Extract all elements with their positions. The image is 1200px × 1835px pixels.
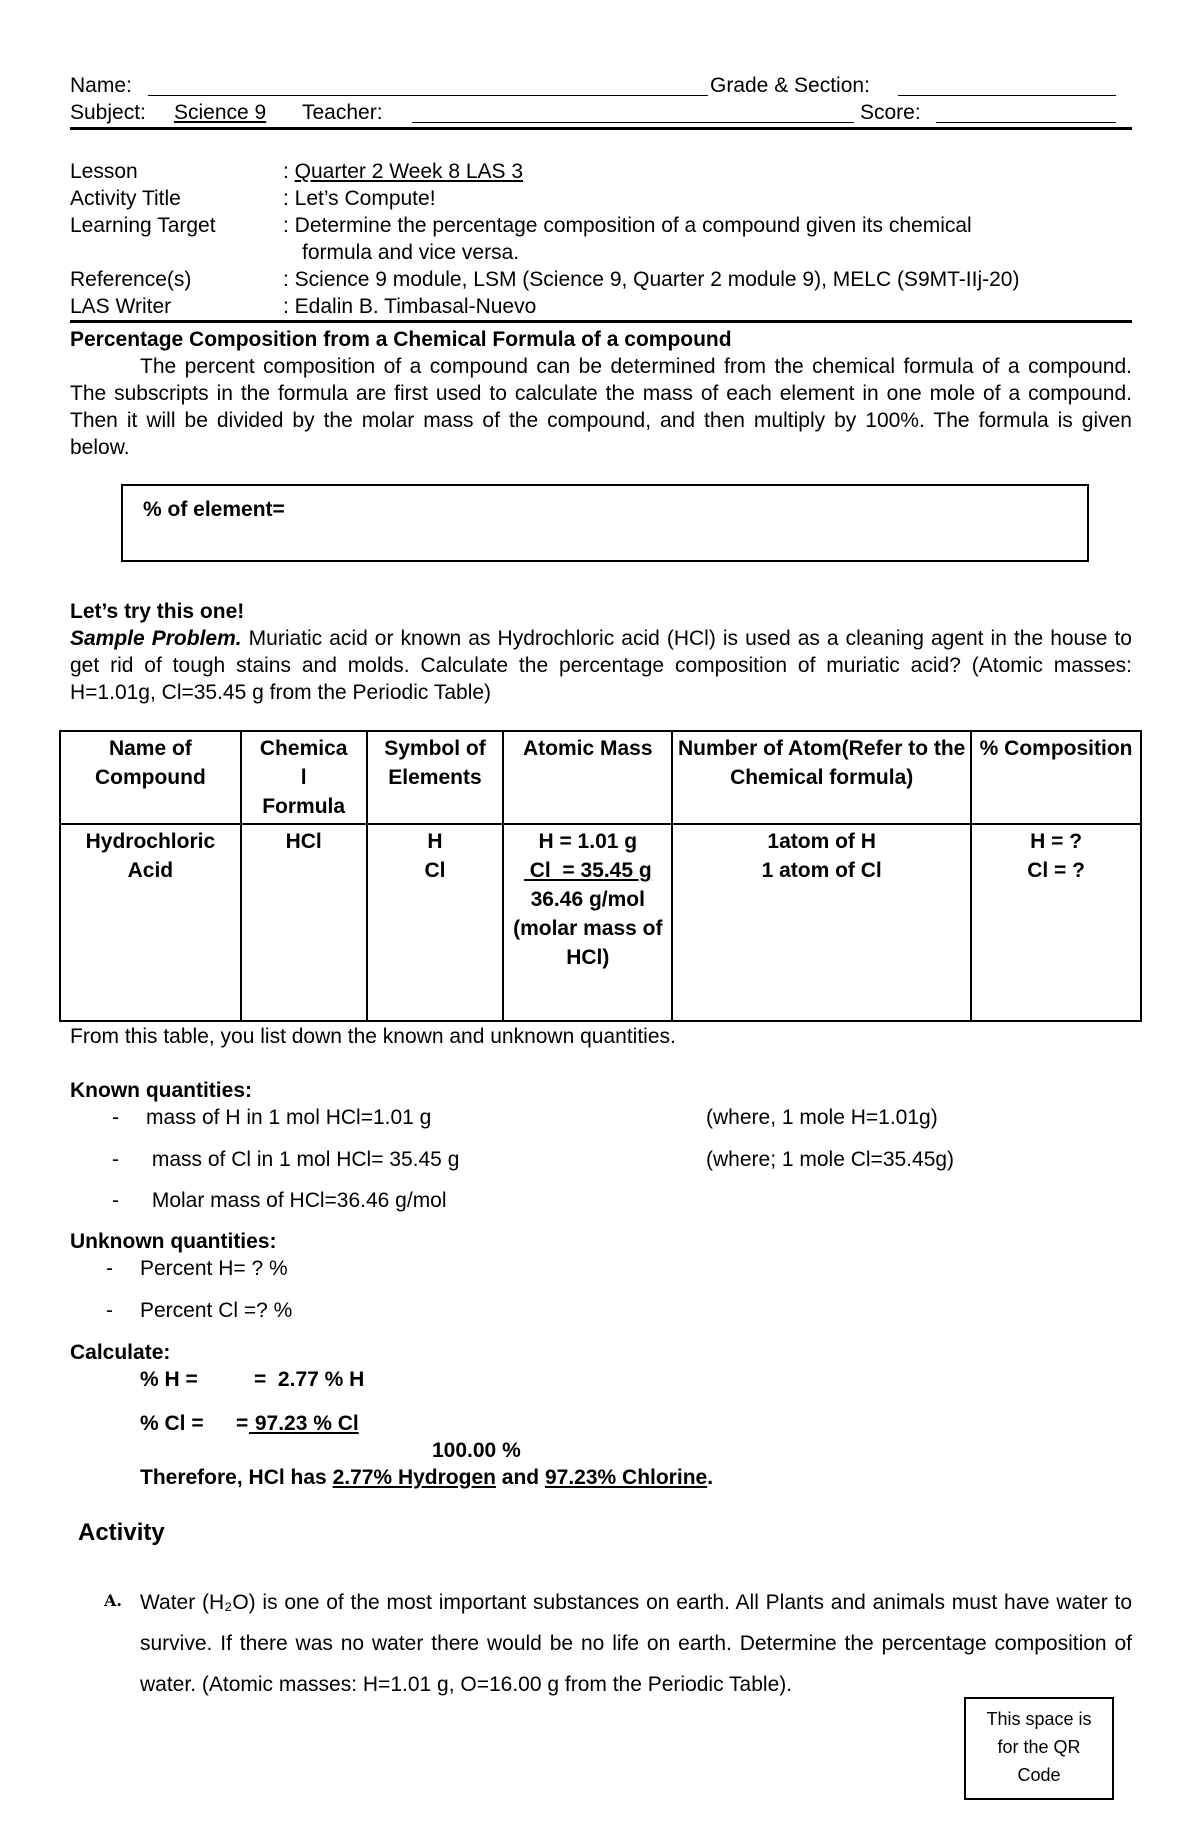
learning-target-value-2: formula and vice versa. bbox=[302, 241, 520, 264]
calc-cl-label: % Cl = bbox=[140, 1412, 204, 1435]
section-title: Percentage Composition from a Chemical Formula of a compound bbox=[70, 328, 732, 351]
teacher-blank[interactable] bbox=[412, 122, 854, 123]
qr-line-3: Code bbox=[1017, 1765, 1061, 1785]
name-row bbox=[70, 72, 132, 99]
sample-table bbox=[59, 730, 1142, 1022]
calc-total: 100.00 % bbox=[432, 1439, 521, 1462]
lesson-value: : Quarter 2 Week 8 LAS 3 bbox=[283, 160, 524, 183]
calc-cl-result: 97.23 % Cl bbox=[249, 1412, 359, 1435]
known-item-2: mass of Cl in 1 mol HCl= 35.45 g bbox=[146, 1148, 460, 1171]
writer-label: LAS Writer bbox=[70, 295, 172, 318]
cell-composition bbox=[971, 824, 1141, 1021]
section-paragraph: The percent composition of a compound can be determined from the chemical formula of a compound. The subscripts in the formula are first used to calculate the mass of each element in one mole of a compound. Then it will be divided by the molar mass of the compound, and then multiply by 100%. The formula is given below. bbox=[70, 355, 1132, 459]
header-chemical-formula bbox=[241, 731, 367, 824]
subject-value: Science 9 bbox=[174, 101, 267, 124]
activity-heading: Activity bbox=[78, 1519, 165, 1546]
lesson-label: Lesson bbox=[70, 160, 138, 183]
after-table-text: From this table, you list down the known and unknown quantities. bbox=[70, 1025, 676, 1048]
unknown-heading: Unknown quantities: bbox=[70, 1230, 277, 1253]
therefore-and: and bbox=[495, 1466, 545, 1489]
header-chemical-3: Formula bbox=[262, 795, 346, 818]
therefore-text-1: Therefore, HCl has bbox=[140, 1466, 333, 1489]
known-dash-2: - bbox=[112, 1148, 119, 1171]
table-header-row bbox=[60, 731, 1141, 824]
atoms-cl: 1 atom of Cl bbox=[761, 859, 882, 882]
header-chemical-1: Chemica bbox=[259, 737, 348, 760]
therefore-chlorine: 97.23% Chlorine bbox=[544, 1466, 708, 1489]
cell-formula: HCl bbox=[241, 824, 367, 1021]
qr-line-1: This space is bbox=[986, 1709, 1092, 1729]
grade-blank[interactable] bbox=[898, 95, 1116, 96]
header-symbol-of-elements: Symbol of Elements bbox=[367, 731, 504, 824]
qr-line-2: for the QR bbox=[997, 1737, 1081, 1757]
known-item-1: mass of H in 1 mol HCl=1.01 g bbox=[146, 1106, 432, 1129]
unknown-dash-2: - bbox=[106, 1299, 113, 1322]
known-dash-1: - bbox=[112, 1106, 119, 1129]
writer-value: : Edalin B. Timbasal-Nuevo bbox=[283, 295, 537, 318]
reference-value: : Science 9 module, LSM (Science 9, Quarter 2 module 9), MELC (S9MT-IIj-20) bbox=[283, 268, 1020, 291]
teacher-label: Teacher: bbox=[302, 101, 383, 124]
molar-note: (molar mass of HCl) bbox=[513, 917, 663, 969]
score-blank[interactable] bbox=[936, 122, 1116, 123]
unknown-item-2: Percent Cl =? % bbox=[140, 1299, 293, 1322]
calc-cl-eq: = bbox=[236, 1412, 249, 1435]
comp-h: H = ? bbox=[1030, 830, 1083, 853]
known-item-3: Molar mass of HCl=36.46 g/mol bbox=[146, 1189, 447, 1212]
activity-a-label: A. bbox=[104, 1591, 122, 1610]
symbol-cl: Cl bbox=[424, 859, 446, 882]
sample-heading: Let’s try this one! bbox=[70, 600, 245, 623]
formula-label: % of element= bbox=[143, 498, 285, 521]
subject-label: Subject: bbox=[70, 101, 146, 124]
score-label: Score: bbox=[860, 101, 921, 124]
unknown-dash-1: - bbox=[106, 1257, 113, 1280]
activity-title-value: : Let’s Compute! bbox=[283, 187, 436, 210]
header-chemical-2: l bbox=[300, 766, 307, 789]
comp-cl: Cl = ? bbox=[1027, 859, 1085, 882]
calc-h-result: = 2.77 % H bbox=[254, 1368, 365, 1391]
calculate-heading: Calculate: bbox=[70, 1341, 171, 1364]
known-item-2-note: (where; 1 mole Cl=35.45g) bbox=[706, 1148, 955, 1171]
mass-cl: Cl = 35.45 g bbox=[523, 859, 652, 882]
name-label: Name: bbox=[70, 74, 132, 97]
reference-label: Reference(s) bbox=[70, 268, 192, 291]
atoms-h: 1atom of H bbox=[767, 830, 876, 853]
name-blank[interactable] bbox=[148, 95, 708, 96]
therefore-line bbox=[140, 1464, 713, 1491]
cell-atomic-mass bbox=[503, 824, 672, 1021]
activity-a-text: Water (H₂O) is one of the most important substances on earth. All Plants and animals must have water to survive. If there was no water there would be no life on earth. Determine the percentage composition of water. (Atomic masses: H=1.01 g, O=16.00 g from the Periodic Table). bbox=[140, 1591, 1132, 1696]
qr-code-placeholder bbox=[964, 1697, 1114, 1800]
therefore-end: . bbox=[707, 1466, 714, 1489]
therefore-hydrogen: 2.77% Hydrogen bbox=[332, 1466, 496, 1489]
symbol-h: H bbox=[427, 830, 443, 853]
cell-compound: Hydrochloric Acid bbox=[60, 824, 241, 1021]
known-dash-3: - bbox=[112, 1189, 119, 1212]
formula-box bbox=[121, 484, 1089, 562]
sample-problem bbox=[70, 625, 1132, 706]
table-row bbox=[60, 824, 1141, 1021]
calc-h-label: % H = bbox=[140, 1368, 198, 1391]
learning-target-label: Learning Target bbox=[70, 214, 216, 237]
lesson-divider bbox=[70, 320, 1132, 323]
grade-label: Grade & Section: bbox=[710, 74, 870, 97]
sample-problem-text: Muriatic acid or known as Hydrochloric acid (HCl) is used as a cleaning agent in the house to get rid of tough stains and molds. Calculate the percentage composition of muriatic acid? (Atomic masses: H=1.01g, Cl=35.45 g from the Periodic Table) bbox=[70, 627, 1132, 704]
unknown-item-1: Percent H= ? % bbox=[140, 1257, 288, 1280]
cell-number-of-atoms bbox=[672, 824, 971, 1021]
cell-symbols bbox=[367, 824, 504, 1021]
header-percent-composition: % Composition bbox=[971, 731, 1141, 824]
mass-h: H = 1.01 g bbox=[538, 830, 638, 853]
known-item-1-note: (where, 1 mole H=1.01g) bbox=[706, 1106, 938, 1129]
activity-title-label: Activity Title bbox=[70, 187, 181, 210]
header-atomic-mass: Atomic Mass bbox=[503, 731, 672, 824]
header-number-of-atom: Number of Atom(Refer to the Chemical formula) bbox=[672, 731, 971, 824]
learning-target-value-1: : Determine the percentage composition of a compound given its chemical bbox=[283, 214, 972, 237]
lesson-value-text: Quarter 2 Week 8 LAS 3 bbox=[294, 160, 524, 183]
molar-mass: 36.46 g/mol bbox=[530, 888, 645, 911]
header-name-of-compound: Name of Compound bbox=[60, 731, 241, 824]
header-divider bbox=[70, 127, 1132, 130]
sample-problem-label: Sample Problem. bbox=[70, 627, 242, 650]
known-heading: Known quantities: bbox=[70, 1079, 252, 1102]
